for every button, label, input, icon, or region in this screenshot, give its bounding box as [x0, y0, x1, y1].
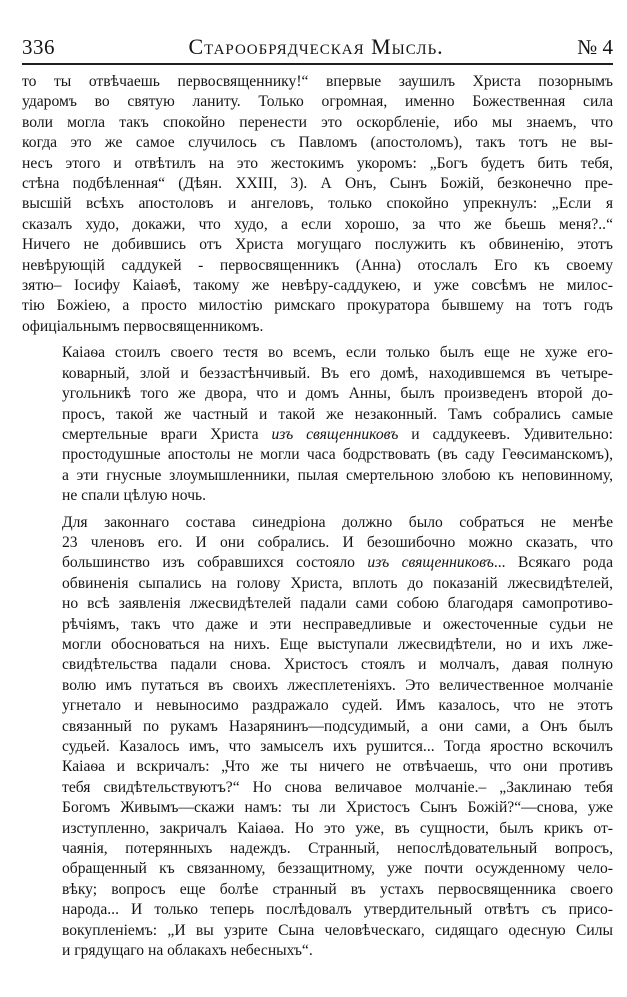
text-line: Богомъ Живымъ—скажи намъ: ты ли Христосъ Сынъ Божій?“—снова, уже: [62, 799, 613, 817]
paragraph: [22, 343, 613, 506]
text-line: рѣчіямъ, такъ что даже и эти несправедливые и ожесточенные судьи не: [62, 615, 613, 633]
text-line: вокупленіемъ: „И вы узрите Сына человѣческаго, сидящаго одесную Силы: [62, 921, 613, 939]
text-line: простодушные апостолы не могли часа бодрствовать (въ саду Геѳсиманскомъ),: [62, 446, 613, 464]
italic-phrase: изъ священниковъ: [367, 554, 494, 572]
text-line: и грядущаго на облакахъ небесныхъ“.: [62, 942, 313, 960]
text-line: высшій всѣхъ апостоловъ и ангеловъ, только спокойно упрекнулъ: „Если я: [22, 195, 613, 213]
text-line: Каіаѳа и вскричалъ: „Что же ты ничего не отвѣчаешь, что они противъ: [62, 758, 613, 776]
issue-number: № 4: [577, 35, 613, 59]
text-line: судьей. Казалось имъ, что замыселъ ихъ рушится... Тогда яростно вскочилъ: [62, 738, 613, 755]
text-line: вѣку; вопросъ еще болѣе странный въ устахъ первосвященника своего: [62, 880, 613, 898]
text-line: Ничего не добившись отъ Христа могущаго послужить къ обвиненію, этотъ: [22, 236, 613, 254]
text-line: воли могла такъ спокойно перенести это оскорбленіе, ибо мы знаемъ, что: [22, 113, 613, 131]
text-line: угольникѣ того же двора, что и домъ Анны, былъ произведенъ второй до-: [62, 385, 613, 403]
text-line: народа... И только теперь послѣдовалъ утвердительный отвѣтъ съ присо-: [62, 901, 613, 919]
text-line: Каіаѳа стоилъ своего тестя во всемъ, если только былъ еще не хуже его-: [62, 344, 613, 362]
text-line: большинство изъ собравшихся состояло изъ священниковъ... Всякаго рода: [62, 554, 613, 572]
body-text: [22, 72, 613, 967]
text-line: но всѣ заявленія лжесвидѣтелей падали сами собою благодаря самопротиво-: [62, 595, 613, 613]
text-line: 23 членовъ его. И они собрались. И безошибочно можно сказать, что: [62, 533, 613, 551]
text-line: офиціальнымъ первосвященникомъ.: [22, 317, 264, 335]
text-line: ударомъ во святую ланиту. Только огромная, именно Божественная сила: [22, 93, 613, 111]
text-line: Для законнаго состава синедріона должно было собраться не менѣе: [62, 513, 613, 531]
text-line: когда это же самое случилось съ Павломъ (апостоломъ), такъ тотъ не вы-: [22, 134, 613, 152]
text-line: угнетало и невыносимо раздражало судей. Имъ казалось, что не этотъ: [62, 697, 613, 715]
text-line: тебя свидѣтельствуютъ?“ Но снова величавое молчаніе.– „Заклинаю тебя: [62, 778, 613, 796]
text-line: свидѣтельства падали снова. Христосъ стоялъ и молчалъ, давая полную: [62, 656, 613, 674]
text-line: могли обосноваться на нихъ. Еще выступали лжесвидѣтели, но и ихъ лже-: [62, 635, 613, 653]
text-line: тію Божіею, а просто милостію римскаго прокуратора бывшему на тотъ годъ: [22, 297, 613, 315]
page-number: 336: [22, 35, 55, 59]
paragraph: [22, 513, 613, 962]
text-line: стѣна подбѣленная“ (Дѣян. XXIII, 3). А Онъ, Сынъ Божій, безконечно пре-: [22, 175, 613, 193]
text-line: несъ этого и отвѣтилъ на это жестокимъ укоромъ: „Богъ будетъ бить тебя,: [22, 154, 613, 172]
text-line: обвиненія сыпались на голову Христа, вплоть до показаній лжесвидѣтелей,: [62, 574, 613, 592]
text-line: а эти гнусные злоумышленники, пылая смертельною злобою къ неповинному,: [62, 466, 613, 484]
text-line: связанный по рукамъ Назарянинъ—подсудимый, а они сами, а Онъ былъ: [62, 717, 613, 735]
text-line: коварный, злой и беззастѣнчивый. Въ его домѣ, находившемся въ четыре-: [62, 364, 613, 382]
text-line: изступленно, закричалъ Каіаѳа. Но это уже, въ сущности, былъ крикъ от-: [62, 819, 613, 837]
text-line: то ты отвѣчаешь первосвященнику!“ впервые заушилъ Христа позорнымъ: [22, 73, 613, 90]
text-line: обращенный къ связанному, беззащитному, уже почти осужденному чело-: [62, 860, 613, 878]
paragraph: [22, 72, 613, 337]
header-rule: [22, 63, 613, 65]
text-line: просъ, такой же частный и такой же незаконный. Тамъ собрались самые: [62, 405, 613, 423]
running-header: [22, 26, 613, 60]
text-line: сказалъ худо, докажи, что худо, а если хорошо, за что же бьешь меня?..“: [22, 215, 613, 233]
text-line: волю имъ путаться въ своихъ лжесплетеніяхъ. Это величественное молчаніе: [62, 676, 613, 694]
text-line: смертельные враги Христа изъ священниковъ и саддукеевъ. Удивительно:: [62, 425, 613, 443]
text-line: зятю– Іосифу Каіаѳѣ, такому же невѣру-саддукею, и уже совсѣмъ не милос-: [22, 277, 613, 295]
text-line: невѣрующій саддукей - первосвященникъ (Анна) отослалъ Его къ своему: [22, 256, 613, 274]
italic-phrase: изъ священниковъ: [271, 425, 399, 443]
journal-title: Старообрядческая Мысль.: [188, 34, 444, 59]
text-line: чаянія, потерянныхъ надеждъ. Странный, непослѣдовательный вопросъ,: [62, 840, 613, 858]
text-line: не спали цѣлую ночь.: [62, 487, 207, 505]
